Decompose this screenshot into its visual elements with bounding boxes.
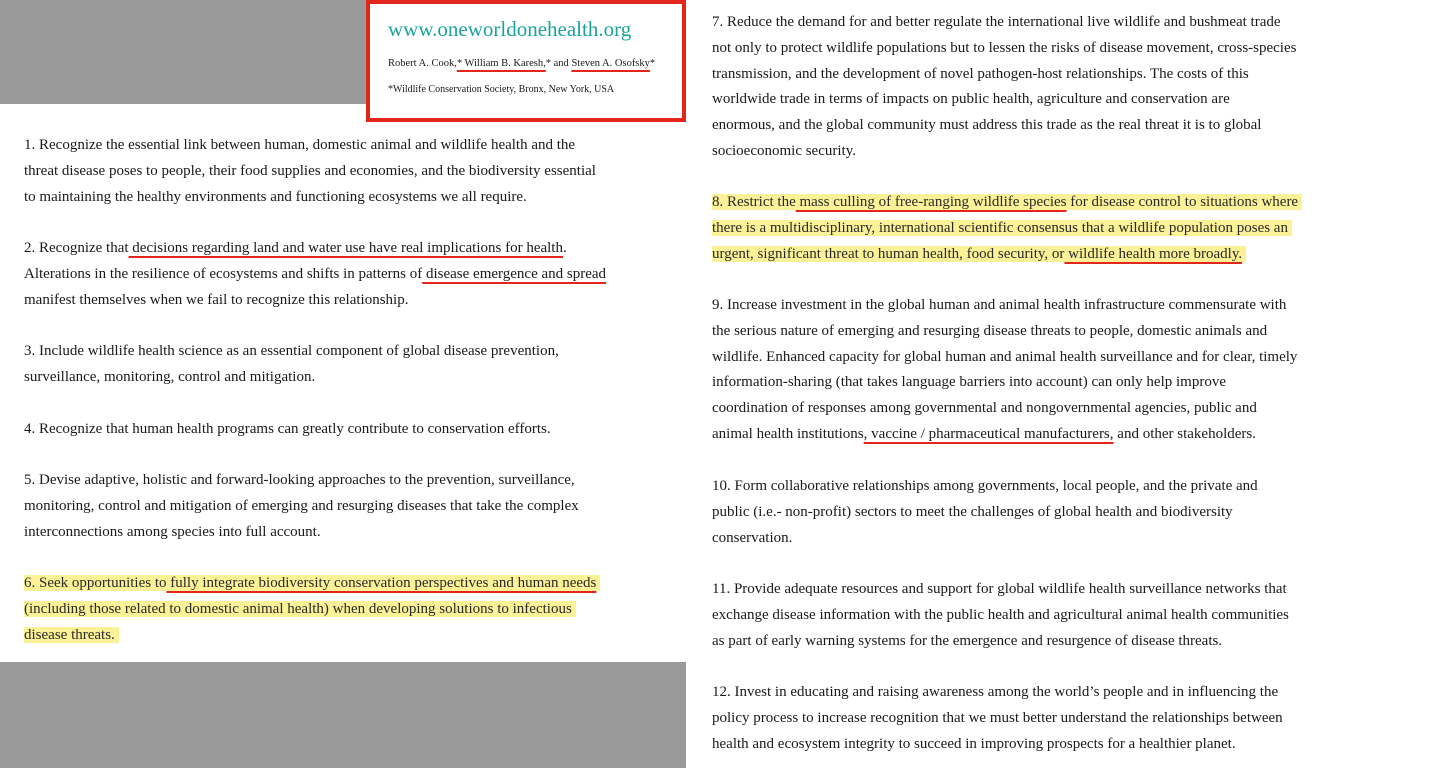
highlight-span: there is a multidisciplinary, international scientific consensus that a wildlife population poses an <box>712 220 1292 236</box>
principle-2-line-2 <box>24 262 606 288</box>
principle-3-line-1: 3. Include wildlife health science as an essential component of global disease prevention, <box>24 343 559 359</box>
principle-2 <box>24 236 606 313</box>
highlight-span: disease threats. <box>24 627 119 643</box>
principle-3-line-2: surveillance, monitoring, control and mitigation. <box>24 368 316 385</box>
principle-8-line-2 <box>712 216 1302 242</box>
principle-1-line-2: threat disease poses to people, their food supplies and economies, and the biodiversity essential <box>24 162 596 179</box>
highlight-span: (including those related to domestic animal health) when developing solutions to infectious <box>24 601 576 617</box>
principle-7-line-5: enormous, and the global community must address this trade as the real threat it is to global <box>712 117 1262 134</box>
principle-4-line-1: 4. Recognize that human health programs can greatly contribute to conservation efforts. <box>24 421 551 437</box>
principle-8-highlighted <box>712 190 1302 267</box>
principle-8-text: urgent, significant threat to human health, food security, or <box>712 245 1065 262</box>
principle-5-line-2: monitoring, control and mitigation of emerging and resurging diseases that take the complex <box>24 497 579 514</box>
principle-7-line-2: not only to protect wildlife populations but to lessen the risks of disease movement, cross-species <box>712 39 1297 56</box>
principle-7 <box>712 10 1296 165</box>
underline-mass-culling: mass culling of free-ranging wildlife species <box>795 194 1067 210</box>
underline-wildlife-health: wildlife health more broadly. <box>1064 245 1243 262</box>
underline-land-water-use: decisions regarding land and water use have real implications for health <box>128 240 563 256</box>
principle-9-line-2: the serious nature of emerging and resurging disease threats to people, domestic animals and <box>712 322 1268 339</box>
principle-5-line-3: interconnections among species into full account. <box>24 523 321 540</box>
principle-9-line-3: wildlife. Enhanced capacity for global human and animal health surveillance and for clear, timely <box>712 348 1298 365</box>
principle-2-text: 2. Recognize that <box>24 240 129 256</box>
highlight-span <box>712 246 1246 262</box>
principle-11-line-3: as part of early warning systems for the emergence and resurgence of disease threats. <box>712 632 1223 649</box>
principle-12 <box>712 680 1283 757</box>
highlight-span <box>24 575 600 591</box>
principle-1 <box>24 133 596 210</box>
principle-6-text: 6. Seek opportunities to <box>24 575 167 591</box>
underline-disease-emergence: disease emergence and spread <box>422 265 607 282</box>
principle-7-line-3: transmission, and the development of novel pathogen-host relationships. The costs of this <box>712 65 1249 82</box>
principle-10-line-3: conservation. <box>712 529 793 546</box>
right-column <box>686 0 1456 768</box>
site-url: www.oneworldonehealth.org <box>388 17 632 41</box>
left-column <box>0 104 686 662</box>
principle-3 <box>24 339 559 391</box>
highlight-span <box>712 194 1302 210</box>
principle-1-line-3: to maintaining the healthy environments and functioning ecosystems we all require. <box>24 188 527 205</box>
principle-7-line-4: worldwide trade in terms of impacts on public health, agriculture and conservation are <box>712 91 1230 108</box>
author-osofsky: Steven A. Osofsky <box>571 58 650 69</box>
principle-8-line-3 <box>712 242 1302 268</box>
principle-2-text: . <box>562 240 567 256</box>
principle-8-text: 8. Restrict the <box>712 194 796 210</box>
principle-12-line-1: 12. Invest in educating and raising awareness among the world’s people and in influencing the <box>712 684 1279 700</box>
principle-6-line-3 <box>24 623 600 649</box>
principle-12-line-3: health and ecosystem integrity to succeed in improving prospects for a healthier planet. <box>712 735 1236 752</box>
underline-integrate-biodiversity: fully integrate biodiversity conservation perspectives and human needs <box>166 575 597 591</box>
principle-9-line-5: coordination of responses among governmental and nongovernmental agencies, public and <box>712 400 1257 417</box>
principle-6-line-2 <box>24 597 600 623</box>
affiliation: *Wildlife Conservation Society, Bronx, New York, USA <box>388 84 615 95</box>
principle-4 <box>24 417 551 443</box>
author-list <box>388 57 682 71</box>
author-cook: Robert A. Cook, <box>388 58 457 69</box>
principle-11-line-2: exchange disease information with the public health and agricultural animal health communities <box>712 606 1289 623</box>
principle-2-line-3: manifest themselves when we fail to recognize this relationship. <box>24 291 409 308</box>
principle-2-line-1 <box>24 236 606 262</box>
author-karesh: * William B. Karesh, <box>456 58 546 69</box>
principle-5-line-1: 5. Devise adaptive, holistic and forward-looking approaches to the prevention, surveillance, <box>24 472 575 488</box>
principle-9 <box>712 293 1297 448</box>
author-asterisk: * <box>649 58 656 69</box>
principle-8-line-1 <box>712 190 1302 216</box>
principle-10-line-1: 10. Form collaborative relationships among governments, local people, and the private and <box>712 478 1258 494</box>
principle-11 <box>712 577 1289 654</box>
principle-9-line-4: information-sharing (that takes language barriers into account) can only help improve <box>712 374 1226 391</box>
principle-7-line-1: 7. Reduce the demand for and better regulate the international live wildlife and bushmeat trade <box>712 14 1281 30</box>
principle-6-highlighted <box>24 571 600 648</box>
principle-5 <box>24 468 579 545</box>
principle-12-line-2: policy process to increase recognition that we must better understand the relationships between <box>712 709 1283 726</box>
principle-11-line-1: 11. Provide adequate resources and support for global wildlife health surveillance networks that <box>712 581 1287 597</box>
article-header-box <box>366 0 686 122</box>
principle-8-text: for disease control to situations where <box>1066 194 1299 210</box>
principle-9-line-6 <box>712 422 1297 448</box>
underline-vaccine-manufacturers: , vaccine / pharmaceutical manufacturers, <box>863 425 1114 442</box>
principle-2-text: Alterations in the resilience of ecosystems and shifts in patterns of <box>24 265 423 282</box>
author-separator: * and <box>545 58 572 69</box>
principle-6-line-1 <box>24 571 600 597</box>
principle-10-line-2: public (i.e.- non-profit) sectors to meet the challenges of global health and biodiversity <box>712 503 1233 520</box>
principle-9-text: animal health institutions <box>712 425 864 442</box>
principle-9-text: and other stakeholders. <box>1113 425 1256 442</box>
principle-1-line-1: 1. Recognize the essential link between human, domestic animal and wildlife health and the <box>24 137 576 153</box>
principle-7-line-6: socioeconomic security. <box>712 142 856 159</box>
principle-10 <box>712 474 1258 551</box>
principle-9-line-1: 9. Increase investment in the global human and animal health infrastructure commensurate with <box>712 297 1287 313</box>
